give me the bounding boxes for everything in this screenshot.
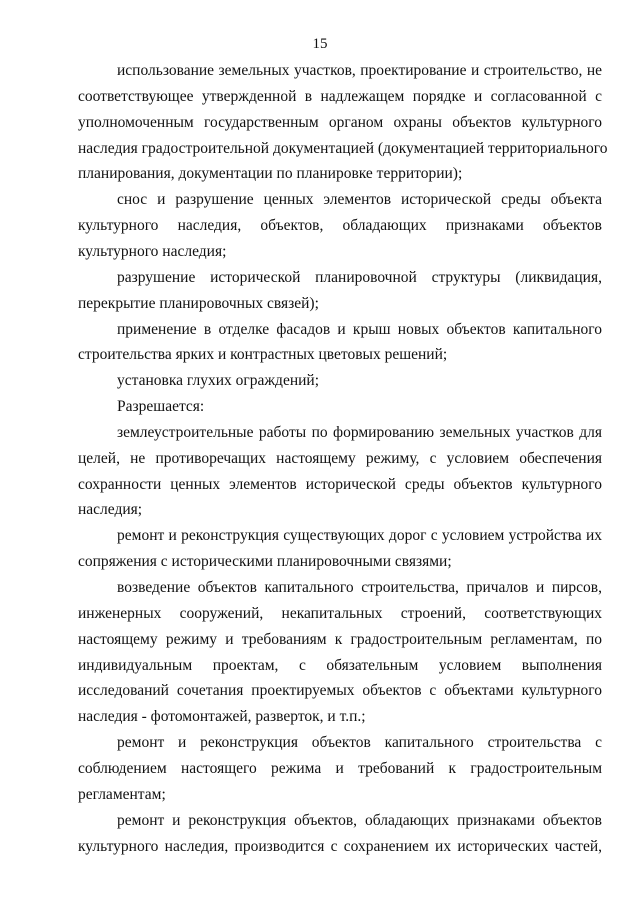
text-line: сопряжения с историческими планировочными связями; [78, 553, 452, 571]
text-line: установка глухих ограждений; [117, 372, 320, 390]
text-line: применение в отделке фасадов и крыш новых объектов капитального [117, 320, 602, 338]
text-line: ремонт и реконструкция существующих дорог с условием устройства их [117, 527, 602, 545]
text-line: культурного наследия, объектов, обладающих признаками объектов [78, 217, 602, 235]
text-line: соответствующее утвержденной в надлежащем порядке и согласованной с [78, 87, 602, 105]
text-line: перекрытие планировочных связей); [78, 294, 319, 312]
text-line: использование земельных участков, проектирование и строительство, не [117, 62, 602, 79]
text-line: культурного наследия; [78, 242, 227, 260]
text-line: настоящему режиму и требованиям к градостроительным регламентам, по [78, 630, 602, 648]
text-line: землеустроительные работы по формированию земельных участков для [117, 423, 602, 441]
text-line: Разрешается: [117, 398, 205, 416]
text-line: сохранности ценных элементов исторической среды объектов культурного [78, 475, 602, 493]
text-line: инженерных сооружений, некапитальных строений, соответствующих [78, 604, 602, 622]
text-line: разрушение исторической планировочной структуры (ликвидация, [117, 268, 602, 286]
text-line: строительства ярких и контрастных цветовых решений; [78, 346, 448, 364]
text-line: индивидуальным проектам, с обязательным условием выполнения [78, 656, 602, 674]
text-line: наследия; [78, 501, 143, 519]
page-number: 15 [312, 36, 328, 52]
text-line: возведение объектов капитального строительства, причалов и пирсов, [117, 579, 602, 596]
text-line: целей, не противоречащих настоящему режиму, с условием обеспечения [78, 449, 602, 467]
text-line: снос и разрушение ценных элементов исторической среды объекта [117, 191, 602, 209]
text-line: планирования, документации по планировке территории); [78, 165, 463, 183]
text-line: соблюдением настоящего режима и требований к градостроительным [78, 759, 602, 777]
text-line: наследия - фотомонтажей, разверток, и т.п.; [78, 708, 366, 726]
text-line: ремонт и реконструкция объектов, обладающих признаками объектов [117, 811, 602, 829]
text-line: наследия градостроительной документацией (документацией территориального [78, 139, 608, 157]
text-line: регламентам; [78, 785, 166, 803]
text-line: исследований сочетания проектируемых объектов с объектами культурного [78, 682, 602, 700]
text-line: ремонт и реконструкция объектов капитального строительства с [117, 734, 602, 752]
text-line: уполномоченным государственным органом охраны объектов культурного [78, 113, 602, 131]
text-line: культурного наследия, производится с сохранением их исторических частей, [78, 837, 602, 855]
